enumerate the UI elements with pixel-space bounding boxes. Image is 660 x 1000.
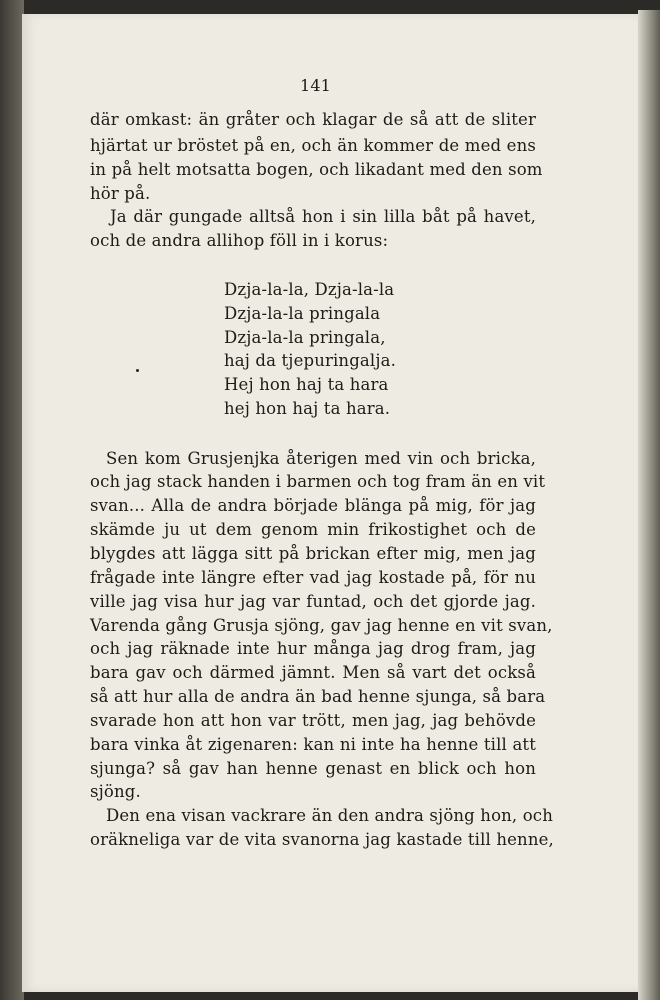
text-line: och jag stack handen i barmen och tog fram än en vit (90, 472, 546, 491)
right-book-edge (638, 10, 660, 1000)
text-line: in på helt motsatta bogen, och likadant med den som (90, 160, 543, 179)
text-line: sjunga? så gav han henne genast en blick och hon (90, 759, 536, 778)
text-line: blygdes att lägga sitt på brickan efter mig, men jag (90, 544, 536, 563)
text-line: svan... Alla de andra började blänga på mig, för jag (90, 496, 536, 515)
text-line: frågade inte längre efter vad jag kostade på, för nu (90, 568, 536, 587)
text-line: och jag räknade inte hur många jag drog fram, jag (90, 639, 536, 658)
text-line: bara vinka åt zigenaren: kan ni inte ha henne till att (90, 735, 536, 754)
verse-line: Dzja-la-la pringala (224, 304, 381, 323)
verse-line: Dzja-la-la pringala, (224, 328, 386, 347)
verse-line: Dzja-la-la, Dzja-la-la (224, 280, 395, 299)
ink-speck (136, 369, 139, 372)
page-number: 141 (300, 76, 331, 95)
text-line: och de andra allihop föll in i korus: (90, 231, 389, 250)
text-line: Varenda gång Grusja sjöng, gav jag henne en vit svan, (90, 616, 553, 635)
text-line: där omkast: än gråter och klagar de så att de sliter (90, 110, 536, 129)
text-line: ville jag visa hur jag var funtad, och det gjorde jag. (90, 592, 536, 611)
text-line: sjöng. (90, 782, 141, 801)
text-line: Sen kom Grusjenjka återigen med vin och bricka, (106, 449, 536, 468)
verse-line: hej hon haj ta hara. (224, 399, 391, 418)
text-line: så att hur alla de andra än bad henne sjunga, så bara (90, 687, 546, 706)
text-line: Ja där gungade alltså hon i sin lilla båt på havet, (110, 207, 536, 226)
text-line: hjärtat ur bröstet på en, och än kommer de med ens (90, 136, 536, 155)
left-book-edge (0, 0, 24, 1000)
text-line: bara gav och därmed jämnt. Men så vart det också (90, 663, 536, 682)
text-line: hör på. (90, 184, 151, 203)
text-line: oräkneliga var de vita svanorna jag kastade till henne, (90, 830, 554, 849)
text-line: Den ena visan vackrare än den andra sjöng hon, och (106, 806, 553, 825)
verse-line: Hej hon haj ta hara (224, 375, 389, 394)
text-line: svarade hon att hon var trött, men jag, jag behövde (90, 711, 536, 730)
text-line: skämde ju ut dem genom min frikostighet och de (90, 520, 536, 539)
verse-line: haj da tjepuringalja. (224, 351, 396, 370)
